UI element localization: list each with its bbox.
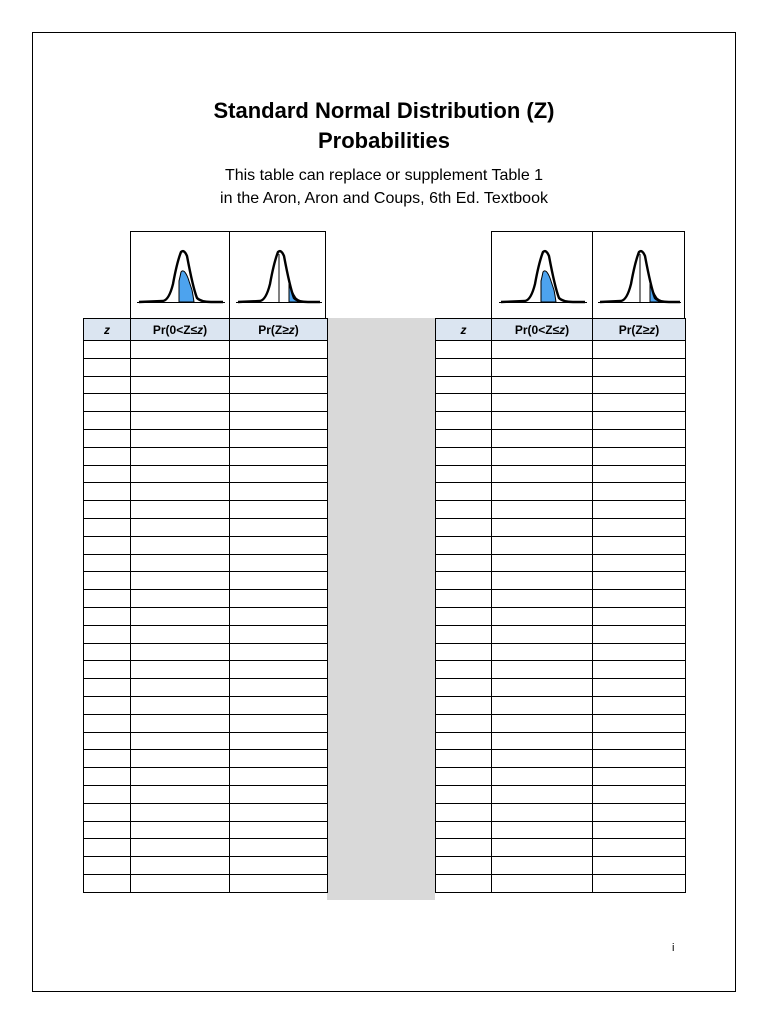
table-row [84, 679, 328, 697]
tail-prob-column-header [593, 319, 686, 341]
tail-prob-cell [593, 572, 686, 590]
tail-prob-cell [230, 572, 328, 590]
tail-prob-cell [593, 768, 686, 786]
center-prob-cell [492, 341, 593, 359]
center-prob-cell [131, 501, 230, 519]
tail-prob-cell [230, 376, 328, 394]
z-cell [436, 412, 492, 430]
z-cell [84, 518, 131, 536]
tail-prob-cell [230, 536, 328, 554]
z-cell [84, 394, 131, 412]
center-prob-cell [131, 341, 230, 359]
table-row [84, 518, 328, 536]
table-row [436, 679, 686, 697]
z-cell [84, 536, 131, 554]
z-cell [84, 857, 131, 875]
table-row [84, 874, 328, 892]
table-row [436, 358, 686, 376]
center-prob-cell [492, 376, 593, 394]
tail-prob-column-header [230, 319, 328, 341]
z-cell [436, 536, 492, 554]
z-cell [436, 803, 492, 821]
tail-prob-cell [593, 839, 686, 857]
z-cell [436, 750, 492, 768]
center-prob-cell [492, 358, 593, 376]
tail-prob-close: ) [655, 322, 660, 337]
center-prob-cell [492, 394, 593, 412]
z-cell [436, 785, 492, 803]
table-row [84, 465, 328, 483]
table-gutter [327, 318, 435, 900]
tail-prob-cell [593, 590, 686, 608]
table-row [436, 554, 686, 572]
center-prob-cell [492, 643, 593, 661]
table-row [436, 501, 686, 519]
center-prob-cell [492, 429, 593, 447]
table-row [436, 412, 686, 430]
table-row [84, 341, 328, 359]
table-row [84, 607, 328, 625]
tail-prob-cell [593, 785, 686, 803]
z-cell [84, 750, 131, 768]
page-number: i [672, 942, 675, 954]
z-column-header: z [436, 319, 492, 341]
table-row [436, 590, 686, 608]
table-row [436, 821, 686, 839]
z-cell [84, 429, 131, 447]
z-cell [84, 714, 131, 732]
tail-prob-cell [593, 554, 686, 572]
center-prob-cell [131, 785, 230, 803]
table-row [436, 750, 686, 768]
center-prob-close: ) [203, 322, 208, 337]
z-column-header: z [84, 319, 131, 341]
center-prob-cell [131, 857, 230, 875]
tail-prob-cell [230, 394, 328, 412]
center-prob-cell [131, 821, 230, 839]
table-row [84, 358, 328, 376]
center-prob-cell [492, 518, 593, 536]
z-cell [84, 696, 131, 714]
z-cell [436, 501, 492, 519]
table-row [436, 714, 686, 732]
tail-prob-cell [593, 483, 686, 501]
page-subtitle [0, 164, 768, 210]
tail-prob-cell [230, 447, 328, 465]
center-prob-cell [492, 839, 593, 857]
table-row [84, 590, 328, 608]
table-row [84, 429, 328, 447]
center-prob-cell [131, 394, 230, 412]
z-cell [84, 679, 131, 697]
z-cell [84, 554, 131, 572]
tail-prob-cell [230, 607, 328, 625]
center-prob-cell [492, 874, 593, 892]
tail-prob-cell [230, 483, 328, 501]
center-prob-cell [131, 679, 230, 697]
table-header-row [436, 319, 686, 341]
tail-prob-cell [593, 447, 686, 465]
center-prob-column-header [131, 319, 230, 341]
center-prob-cell [131, 572, 230, 590]
z-cell [436, 572, 492, 590]
table-row [436, 661, 686, 679]
z-cell [84, 643, 131, 661]
table-row [436, 839, 686, 857]
center-prob-cell [492, 590, 593, 608]
table-row [436, 696, 686, 714]
center-prob-cell [492, 625, 593, 643]
tail-prob-cell [593, 661, 686, 679]
tail-prob-cell [230, 874, 328, 892]
z-cell [84, 839, 131, 857]
center-prob-cell [492, 554, 593, 572]
tail-prob-cell [230, 857, 328, 875]
center-prob-cell [131, 643, 230, 661]
center-prob-cell [131, 839, 230, 857]
center-prob-cell [492, 821, 593, 839]
table-row [436, 429, 686, 447]
center-prob-cell [131, 536, 230, 554]
z-cell [436, 518, 492, 536]
tail-prob-cell [230, 412, 328, 430]
center-prob-cell [131, 607, 230, 625]
center-prob-cell [131, 714, 230, 732]
tail-prob-cell [593, 358, 686, 376]
table-row [84, 643, 328, 661]
tail-prob-cell [230, 768, 328, 786]
tail-prob-cell [593, 607, 686, 625]
title-line-2: Probabilities [317, 128, 451, 153]
center-prob-cell [492, 785, 593, 803]
center-prob-cell [131, 447, 230, 465]
tail-prob-cell [230, 554, 328, 572]
z-cell [436, 358, 492, 376]
tail-prob-cell [593, 750, 686, 768]
center-prob-cell [131, 429, 230, 447]
z-cell [84, 572, 131, 590]
table-row [84, 750, 328, 768]
table-row [84, 696, 328, 714]
table-row [84, 376, 328, 394]
center-prob-cell [492, 483, 593, 501]
tail-prob-cell [230, 696, 328, 714]
table-row [436, 785, 686, 803]
table-row [84, 394, 328, 412]
center-prob-cell [492, 696, 593, 714]
z-cell [436, 768, 492, 786]
center-prob-cell [131, 625, 230, 643]
tail-prob-cell [230, 590, 328, 608]
z-cell [436, 696, 492, 714]
z-cell [84, 803, 131, 821]
tail-prob-cell [230, 341, 328, 359]
center-prob-column-header [492, 319, 593, 341]
z-cell [84, 447, 131, 465]
table-row [84, 768, 328, 786]
center-prob-cell [131, 661, 230, 679]
table-row [436, 536, 686, 554]
center-prob-cell [492, 536, 593, 554]
center-area-curve-icon [130, 231, 230, 319]
z-table-left [83, 318, 328, 893]
tail-prob-cell [230, 750, 328, 768]
table-row [84, 821, 328, 839]
center-prob-cell [131, 465, 230, 483]
tail-prob-cell [230, 679, 328, 697]
z-cell [436, 714, 492, 732]
table-row [436, 625, 686, 643]
center-prob-cell [131, 376, 230, 394]
table-body [436, 341, 686, 893]
center-prob-cell [492, 732, 593, 750]
tail-prob-cell [230, 643, 328, 661]
table-row [84, 714, 328, 732]
z-cell [436, 643, 492, 661]
table-row [436, 465, 686, 483]
z-cell [84, 590, 131, 608]
z-cell [84, 874, 131, 892]
z-cell [436, 625, 492, 643]
center-prob-prefix: Pr(0<Z≤ [152, 322, 198, 337]
tail-prob-cell [593, 874, 686, 892]
z-cell [436, 447, 492, 465]
z-cell [436, 839, 492, 857]
tail-prob-cell [593, 518, 686, 536]
z-cell [84, 768, 131, 786]
z-cell [436, 732, 492, 750]
table-row [84, 803, 328, 821]
tail-prob-cell [593, 696, 686, 714]
tail-prob-cell [230, 803, 328, 821]
table-row [84, 447, 328, 465]
table-row [436, 607, 686, 625]
tail-prob-cell [593, 465, 686, 483]
table-row [436, 341, 686, 359]
table-row [84, 732, 328, 750]
subtitle-line-2: in the Aron, Aron and Coups, 6th Ed. Textbook [220, 190, 548, 207]
table-row [84, 483, 328, 501]
tail-area-curve-icon [592, 231, 685, 319]
table-row [84, 412, 328, 430]
tail-prob-cell [593, 394, 686, 412]
tail-prob-cell [230, 821, 328, 839]
tail-prob-cell [230, 714, 328, 732]
z-cell [84, 607, 131, 625]
table-row [436, 768, 686, 786]
z-cell [436, 874, 492, 892]
center-prob-cell [131, 696, 230, 714]
table-row [84, 625, 328, 643]
table-row [84, 661, 328, 679]
center-prob-cell [492, 572, 593, 590]
z-cell [84, 341, 131, 359]
tail-prob-cell [593, 412, 686, 430]
z-cell [84, 501, 131, 519]
tail-prob-cell [230, 661, 328, 679]
table-row [436, 643, 686, 661]
z-cell [436, 554, 492, 572]
z-cell [436, 679, 492, 697]
center-prob-cell [131, 874, 230, 892]
center-prob-cell [492, 803, 593, 821]
z-cell [436, 483, 492, 501]
center-prob-cell [131, 750, 230, 768]
center-prob-cell [492, 501, 593, 519]
center-prob-cell [492, 412, 593, 430]
table-row [436, 518, 686, 536]
table-row [84, 839, 328, 857]
table-header-row [84, 319, 328, 341]
tail-prob-cell [230, 501, 328, 519]
center-prob-prefix: Pr(0<Z≤ [514, 322, 560, 337]
table-row [84, 857, 328, 875]
z-cell [436, 857, 492, 875]
tail-prob-cell [593, 429, 686, 447]
center-prob-cell [131, 358, 230, 376]
center-prob-cell [131, 590, 230, 608]
center-prob-cell [492, 465, 593, 483]
z-cell [436, 341, 492, 359]
tail-prob-var: z [649, 322, 656, 337]
center-prob-close: ) [565, 322, 570, 337]
tail-prob-cell [593, 714, 686, 732]
table-row [436, 394, 686, 412]
table-row [436, 732, 686, 750]
z-cell [84, 821, 131, 839]
page-title [0, 96, 768, 156]
tail-prob-cell [230, 465, 328, 483]
table-row [84, 536, 328, 554]
table-row [84, 501, 328, 519]
center-prob-var: z [197, 322, 204, 337]
z-cell [436, 590, 492, 608]
table-row [84, 554, 328, 572]
center-prob-cell [131, 412, 230, 430]
z-cell [84, 376, 131, 394]
tail-prob-cell [230, 732, 328, 750]
tail-prob-cell [593, 376, 686, 394]
z-table-right [435, 318, 686, 893]
center-prob-cell [492, 607, 593, 625]
z-cell [436, 376, 492, 394]
tail-prob-cell [230, 358, 328, 376]
tail-prob-cell [593, 341, 686, 359]
tail-area-curve-icon [229, 231, 326, 319]
tail-prob-cell [593, 857, 686, 875]
center-prob-cell [492, 750, 593, 768]
tail-prob-var: z [288, 322, 295, 337]
tail-prob-cell [593, 732, 686, 750]
tail-prob-cell [230, 625, 328, 643]
table-row [436, 857, 686, 875]
center-area-curve-icon [491, 231, 593, 319]
z-cell [84, 465, 131, 483]
center-prob-cell [492, 679, 593, 697]
center-prob-cell [492, 714, 593, 732]
tail-prob-cell [230, 785, 328, 803]
z-cell [436, 607, 492, 625]
z-cell [84, 661, 131, 679]
z-cell [84, 483, 131, 501]
tail-prob-cell [230, 518, 328, 536]
table-row [436, 803, 686, 821]
tail-prob-cell [593, 803, 686, 821]
center-prob-cell [492, 857, 593, 875]
z-cell [84, 358, 131, 376]
tail-prob-cell [230, 429, 328, 447]
table-row [436, 572, 686, 590]
z-cell [84, 785, 131, 803]
z-cell [436, 394, 492, 412]
z-cell [84, 732, 131, 750]
tail-prob-cell [593, 679, 686, 697]
center-prob-cell [492, 447, 593, 465]
table-row [84, 785, 328, 803]
tail-prob-cell [593, 501, 686, 519]
z-cell [436, 465, 492, 483]
table-row [436, 447, 686, 465]
z-cell [436, 661, 492, 679]
center-prob-cell [131, 554, 230, 572]
center-prob-cell [492, 661, 593, 679]
center-prob-cell [131, 803, 230, 821]
tail-prob-cell [593, 536, 686, 554]
table-row [436, 483, 686, 501]
table-row [436, 376, 686, 394]
z-cell [436, 821, 492, 839]
center-prob-cell [492, 768, 593, 786]
z-cell [436, 429, 492, 447]
center-prob-cell [131, 518, 230, 536]
center-prob-cell [131, 768, 230, 786]
z-cell [84, 412, 131, 430]
tail-prob-prefix: Pr(Z≥ [618, 322, 650, 337]
tail-prob-cell [593, 625, 686, 643]
title-line-1: Standard Normal Distribution (Z) [213, 98, 555, 123]
z-cell [84, 625, 131, 643]
tail-prob-prefix: Pr(Z≥ [258, 322, 289, 337]
tail-prob-cell [230, 839, 328, 857]
subtitle-line-1: This table can replace or supplement Table 1 [224, 167, 544, 184]
center-prob-cell [131, 483, 230, 501]
center-prob-cell [131, 732, 230, 750]
tail-prob-cell [593, 643, 686, 661]
table-row [84, 572, 328, 590]
table-row [436, 874, 686, 892]
tail-prob-cell [593, 821, 686, 839]
table-body [84, 341, 328, 893]
center-prob-var: z [559, 322, 566, 337]
tail-prob-close: ) [294, 322, 299, 337]
